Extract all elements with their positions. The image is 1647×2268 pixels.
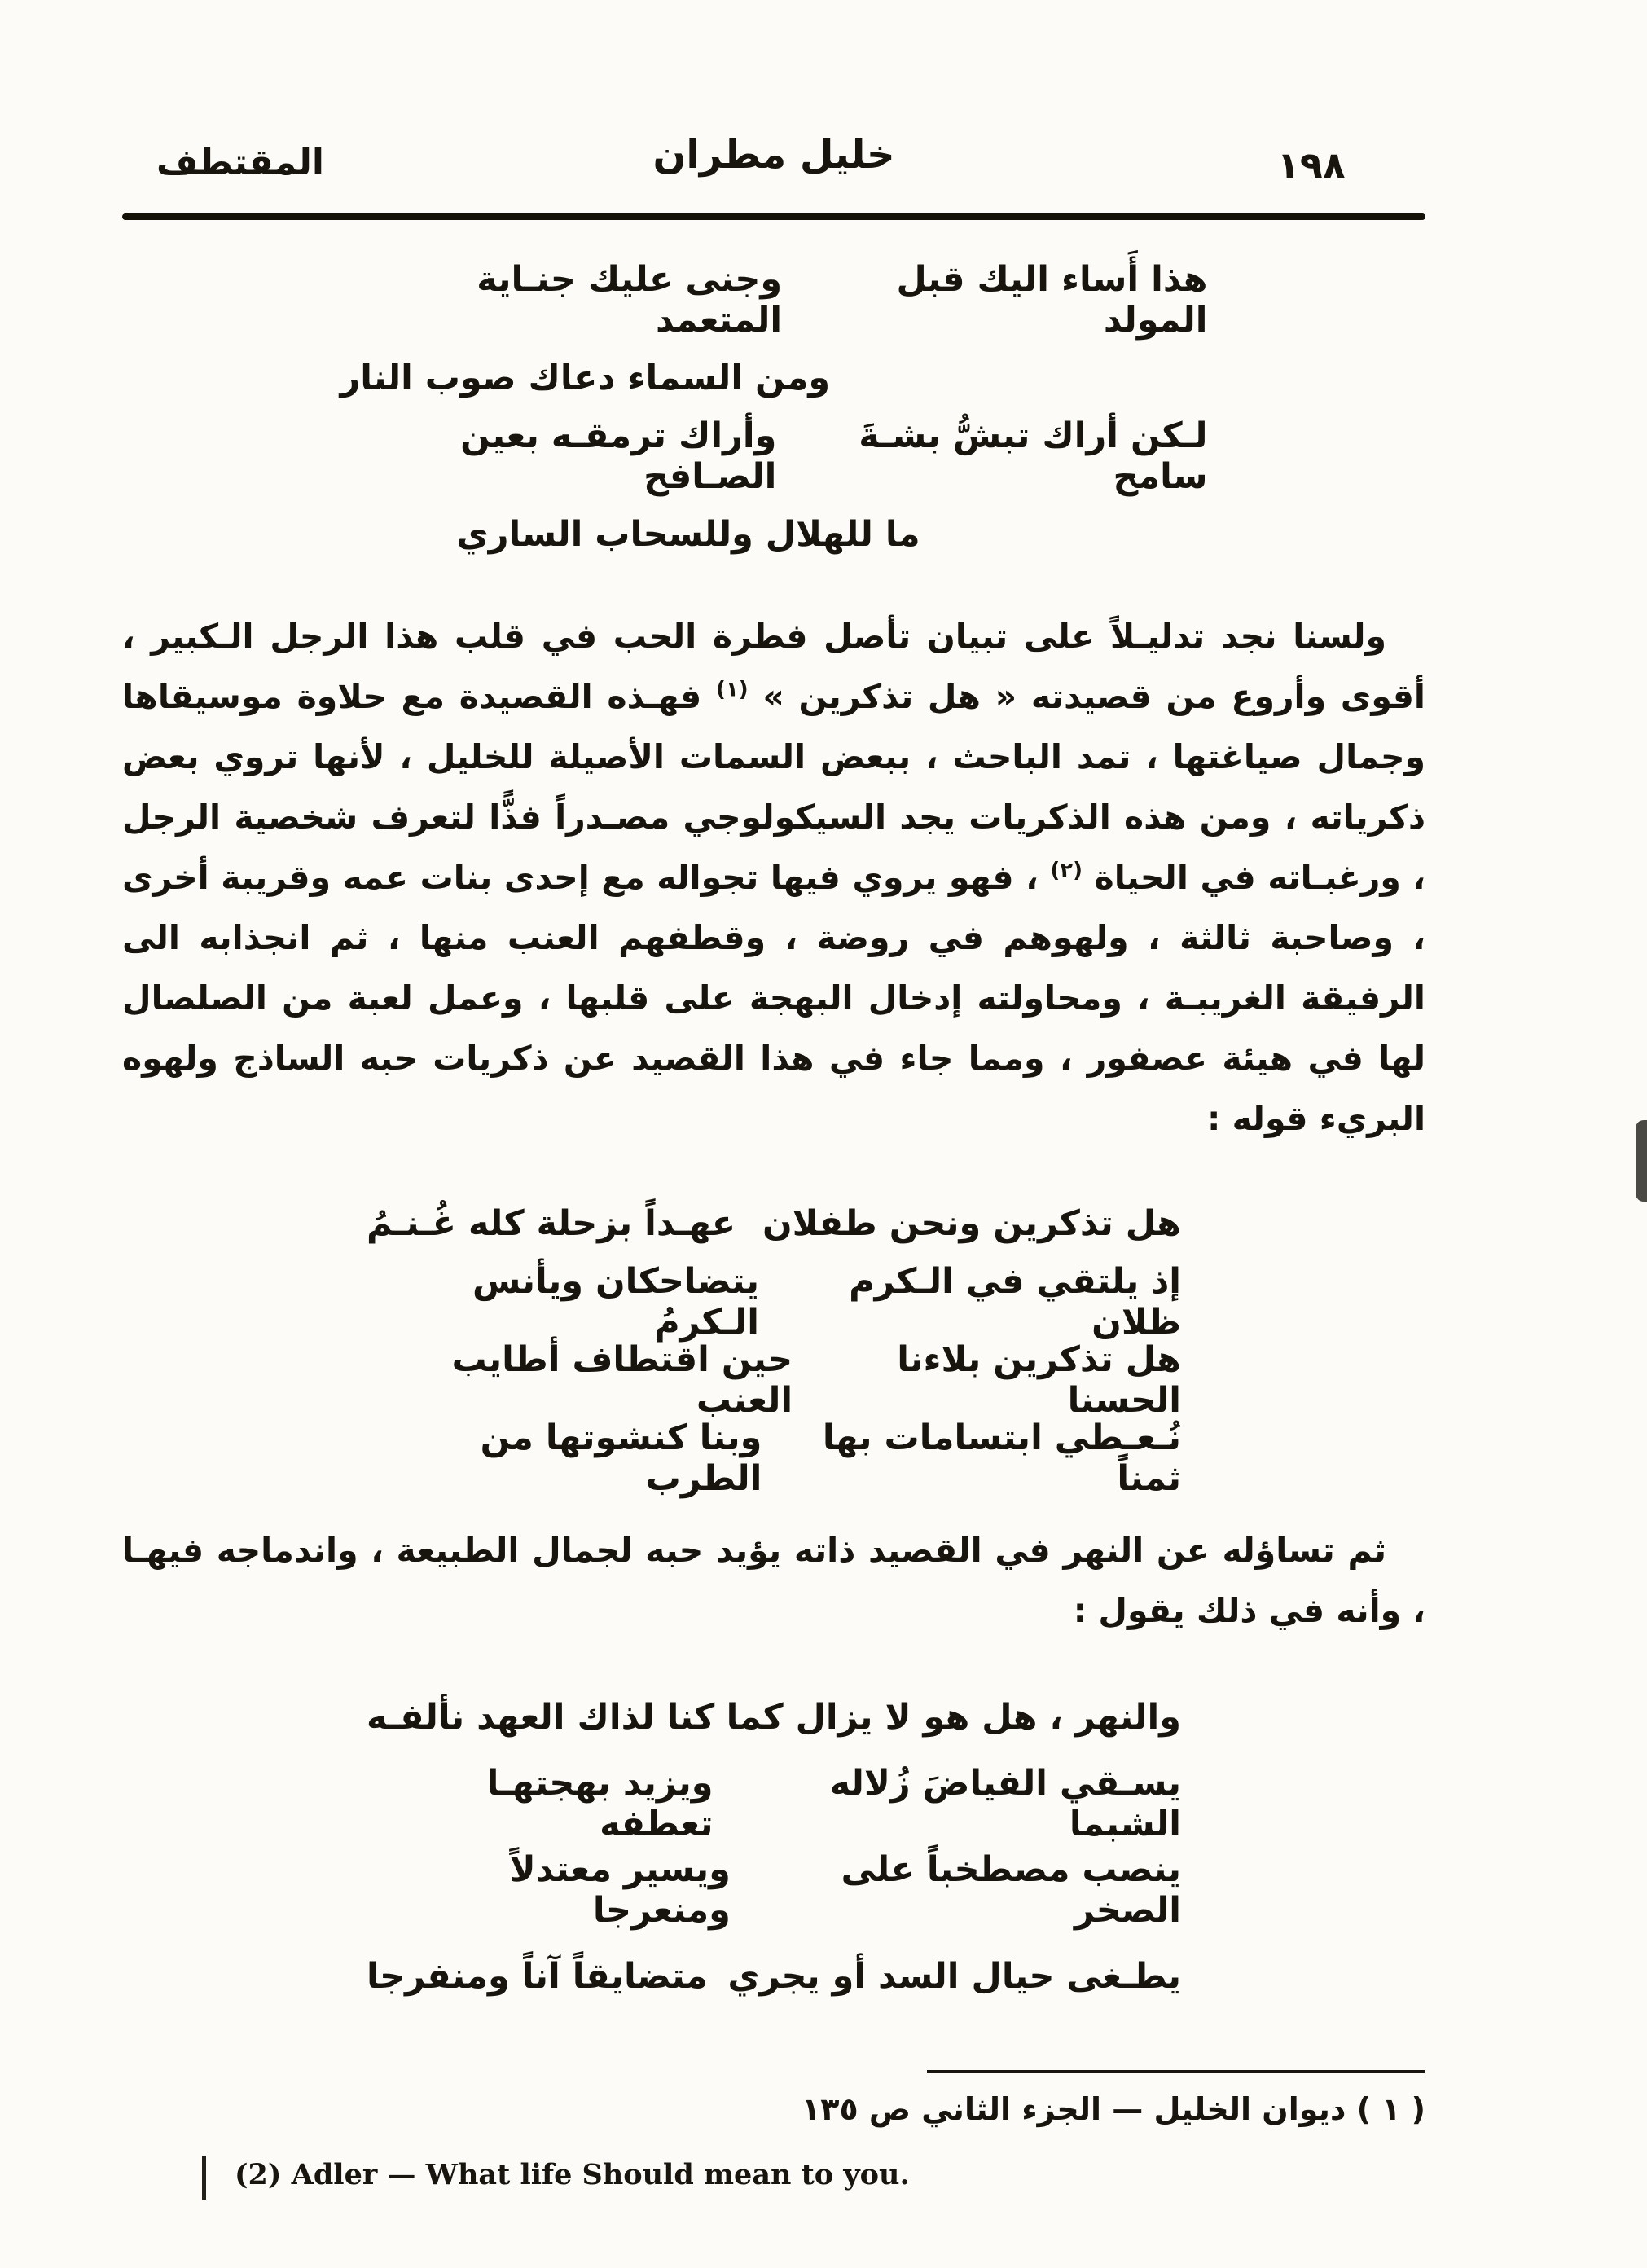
verse-line xyxy=(367,1847,1181,1933)
verse-line xyxy=(367,1674,1181,1760)
hemistich-right: نُـعـطي ابتسامات بها ثمناً xyxy=(822,1418,1181,1499)
verse-line xyxy=(367,1933,1181,2020)
hemistich-left: ويزيد بهجتهـا تعطفه xyxy=(486,1763,714,1844)
verse-line xyxy=(367,1341,1181,1419)
verse-line xyxy=(367,1185,1181,1263)
hemistich-right: يسـقي الفياضَ زُلاله الشبما xyxy=(829,1763,1181,1844)
footnote-2 xyxy=(235,2158,910,2191)
hemistich-single: ومن السماء دعاك صوب النار xyxy=(340,358,831,398)
hemistich-single: ما للهلال وللسحاب الساري xyxy=(456,514,920,555)
verse-line-short xyxy=(340,495,1208,574)
verse-line xyxy=(340,417,1208,495)
page-header xyxy=(122,129,1425,194)
journal-name: المقتطف xyxy=(156,142,324,183)
hemistich-left: وبنا كنشوتها من الطرب xyxy=(480,1418,762,1499)
footnote-marker-1: (١) xyxy=(715,677,749,702)
verse-line xyxy=(367,1263,1181,1341)
verse-line xyxy=(367,1419,1181,1497)
footnote-separator xyxy=(927,2070,1425,2073)
article-title: خليل مطران xyxy=(652,132,895,178)
hemistich-left: وجنى عليك جنـاية المتعمد xyxy=(477,259,783,341)
verse-line-short xyxy=(340,339,1208,417)
hemistich-left: حين اقتطاف أطايب العنب xyxy=(451,1339,793,1421)
hemistich-right: يطـغى حيال السد أو يجري xyxy=(727,1956,1181,1997)
scan-edge-smudge xyxy=(1636,1120,1647,1202)
page-number: ١٩٨ xyxy=(1276,143,1346,187)
verse-line xyxy=(367,1760,1181,1847)
hemistich-right: ينصب مصطخباً على الصخر xyxy=(841,1849,1181,1931)
hemistich-right: هذا أَساء اليك قبل المولد xyxy=(896,259,1208,341)
footnotes xyxy=(122,2070,1425,2191)
hemistich-left: عهـداً بزحلة كله غُـنـمُ xyxy=(367,1203,736,1244)
scan-artifact-mark xyxy=(202,2156,206,2200)
hemistich-right: والنهر ، هل هو لا يزال كما xyxy=(726,1697,1181,1738)
hemistich-left: وأراك ترمقـه بعين الصـافح xyxy=(460,415,777,497)
footnote-1: ( ١ ) ديوان الخليل — الجزء الثاني ص ١٣٥ xyxy=(802,2091,1425,2127)
hemistich-left: ويسير معتدلاً ومنعرجا xyxy=(509,1849,731,1931)
hemistich-right: هل تذكرين ونحن طفلان xyxy=(762,1203,1181,1244)
paragraph-1 xyxy=(122,606,1425,1149)
header-rule xyxy=(122,213,1425,220)
paragraph-2: ثم تساؤله عن النهر في القصيد ذاته يؤيد حبه لجمال الطبيعة ، واندماجه فيهـا ، وأنه في ذلك يقول : xyxy=(122,1531,1425,1630)
poem-block-2 xyxy=(367,1185,1181,1497)
paragraph-1-text: ، فهو يروي فيها تجواله مع إحدى بنات عمه وقريبة أخرى ، وصاحبة ثالثة ، ولهوهم في روضة ، وقطفهم العنب منها ، ثم انجذابه الى الرفيقة الغريبـة ، ومحاولته إدخال البهجة على قلبها ، وعمل لعبة من الصلصال لها في هيئة عصفور ، ومما جاء في هذا القصيد عن ذكريات حبه الساذج ولهوه البريء قوله : xyxy=(122,858,1425,1138)
hemistich-left: متضايقاً آناً ومنفرجا xyxy=(367,1956,708,1997)
paragraph-1-text: ولسنا نجد تدليـلاً على تبيان تأصل فطرة الحب في قلب هذا الرجل الـكبير ، أقوى وأروع من قصيدته « هل تذكرين » xyxy=(122,617,1425,716)
verse-line xyxy=(340,261,1208,339)
paragraph-1-text: فهـذه القصيدة مع حلاوة موسيقاها وجمال صياغتها ، تمد الباحث ، ببعض السمات الأصيلة للخليل ، لأنها تروي بعض ذكرياته ، ومن هذه الذكريات يجد السيكولوجي مصـدراً فذًّا لتعرف شخصية الرجل ، ورغبـاته في الحياة xyxy=(122,677,1425,897)
hemistich-right: إذ يلتقي في الـكرم ظلان xyxy=(849,1261,1181,1343)
hemistich-left: يتضاحكان ويأنس الـكرمُ xyxy=(472,1261,760,1343)
hemistich-right: لـكن أراك تبشُّ بشـةَ سامح xyxy=(859,415,1208,497)
footnote-2-text: (2) Adler — What life Should mean to you. xyxy=(235,2158,910,2191)
footnote-marker-2: (٢) xyxy=(1050,858,1083,883)
hemistich-left: كنا لذاك العهد نألفـه xyxy=(367,1697,715,1738)
hemistich-right: هل تذكرين بلاءنا الحسنا xyxy=(897,1339,1181,1421)
poem-block-3 xyxy=(367,1674,1181,2020)
poem-block-1 xyxy=(340,261,1208,574)
